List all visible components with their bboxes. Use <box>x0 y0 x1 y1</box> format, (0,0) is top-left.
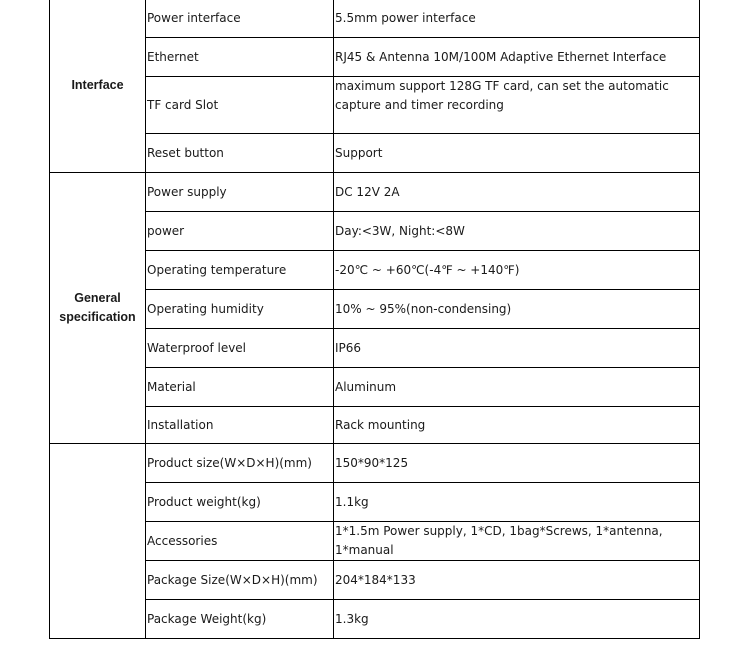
param-value: DC 12V 2A <box>334 173 700 212</box>
param-value: IP66 <box>334 329 700 368</box>
spec-row-product-weight <box>50 483 700 522</box>
spec-row-package-size <box>50 561 700 600</box>
param-label: Operating temperature <box>146 251 334 290</box>
param-label: power <box>146 212 334 251</box>
param-label: Installation <box>146 407 334 444</box>
param-value: 1.3kg <box>334 600 700 639</box>
param-label: Ethernet <box>146 38 334 77</box>
spec-row-installation <box>50 407 700 444</box>
param-value: Rack mounting <box>334 407 700 444</box>
param-label: Operating humidity <box>146 290 334 329</box>
param-value: 1.1kg <box>334 483 700 522</box>
param-label: Product size(W×D×H)(mm) <box>146 444 334 483</box>
param-value: RJ45 & Antenna 10M/100M Adaptive Ethernet Interface <box>334 38 700 77</box>
param-value: -20℃ ~ +60℃(-4℉ ~ +140℉) <box>334 251 700 290</box>
param-label: Product weight(kg) <box>146 483 334 522</box>
spec-row-tf-card-slot <box>50 77 700 134</box>
spec-row-ethernet <box>50 38 700 77</box>
specification-table <box>49 0 700 639</box>
spec-row-power-interface <box>50 0 700 38</box>
param-label: Package Weight(kg) <box>146 600 334 639</box>
param-label: Power interface <box>146 0 334 38</box>
param-label: Reset button <box>146 134 334 173</box>
param-value: Day:<3W, Night:<8W <box>334 212 700 251</box>
param-label: TF card Slot <box>146 77 334 134</box>
param-value: 10% ~ 95%(non-condensing) <box>334 290 700 329</box>
spec-row-accessories <box>50 522 700 561</box>
group-label-package <box>50 444 146 639</box>
group-label-interface: Interface <box>50 0 146 173</box>
group-label-general-specification: General specification <box>50 173 146 444</box>
param-value: 1*1.5m Power supply, 1*CD, 1bag*Screws, 1*antenna, 1*manual <box>334 522 700 561</box>
spec-row-operating-temperature <box>50 251 700 290</box>
param-label: Material <box>146 368 334 407</box>
param-label: Accessories <box>146 522 334 561</box>
param-label: Waterproof level <box>146 329 334 368</box>
spec-row-material <box>50 368 700 407</box>
param-value: 204*184*133 <box>334 561 700 600</box>
param-label: Power supply <box>146 173 334 212</box>
spec-row-product-size <box>50 444 700 483</box>
param-value: Support <box>334 134 700 173</box>
spec-row-operating-humidity <box>50 290 700 329</box>
spec-row-reset-button <box>50 134 700 173</box>
spec-row-waterproof-level <box>50 329 700 368</box>
spec-row-package-weight <box>50 600 700 639</box>
param-label: Package Size(W×D×H)(mm) <box>146 561 334 600</box>
spec-row-power <box>50 212 700 251</box>
param-value: 150*90*125 <box>334 444 700 483</box>
param-value: 5.5mm power interface <box>334 0 700 38</box>
param-value: maximum support 128G TF card, can set the automatic capture and timer recording <box>334 77 700 134</box>
spec-row-power-supply <box>50 173 700 212</box>
param-value: Aluminum <box>334 368 700 407</box>
